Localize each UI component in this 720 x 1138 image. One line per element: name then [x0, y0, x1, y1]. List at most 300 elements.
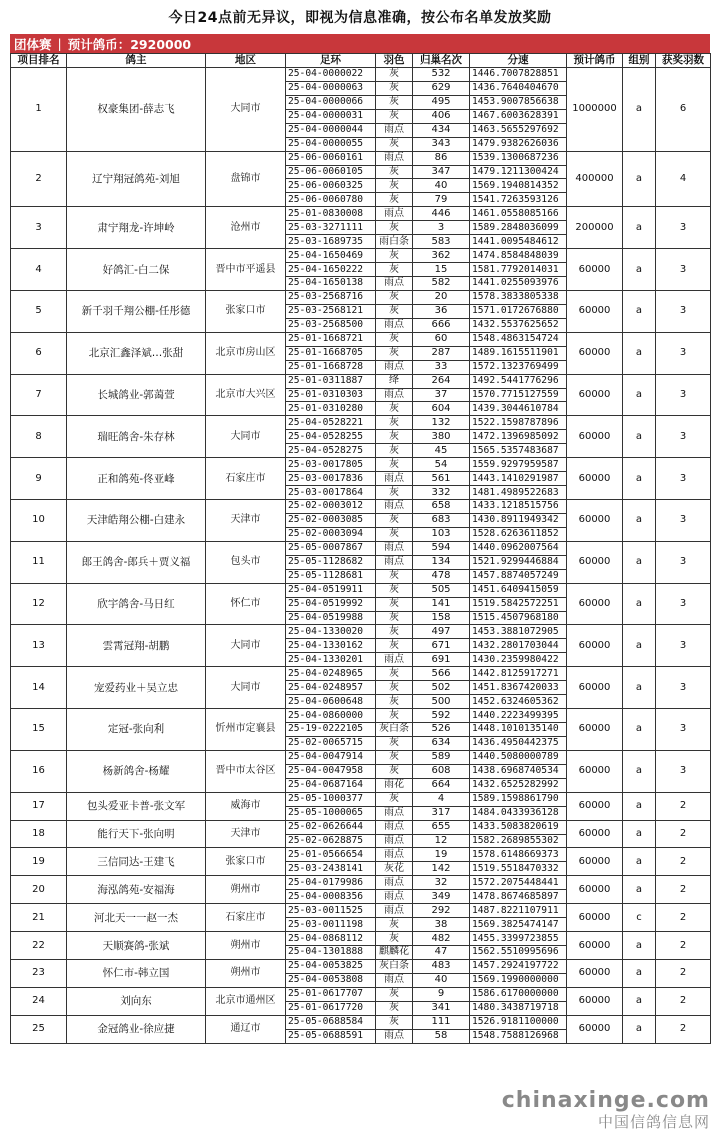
bird-color: 灰: [376, 109, 413, 123]
bird-ring: 25-19-0222105: [286, 723, 376, 737]
bird-ring: 25-03-2568121: [286, 304, 376, 318]
team-rank: 12: [11, 583, 67, 625]
team-owner: 金冠鸽业-徐应捷: [67, 1015, 206, 1043]
header-ring: 足环: [286, 54, 376, 68]
table-row: [11, 332, 711, 346]
table-row: [11, 848, 711, 862]
team-owner: 雲霄冠翔-胡鹏: [67, 625, 206, 667]
team-group: a: [623, 625, 656, 667]
bird-color: 灰: [376, 667, 413, 681]
bird-speed: 1571.0172676880: [470, 304, 567, 318]
table-row: [11, 500, 711, 514]
bird-ring: 25-04-0860000: [286, 709, 376, 723]
table-row: [11, 67, 711, 81]
team-owner: 宠爱药业＋吴立忠: [67, 667, 206, 709]
bird-place: 19: [413, 848, 470, 862]
team-group: c: [623, 904, 656, 932]
table-row: [11, 876, 711, 890]
team-region: 天津市: [206, 820, 286, 848]
bird-speed: 1441.0255093976: [470, 277, 567, 291]
bird-color: 灰: [376, 95, 413, 109]
bird-place: 582: [413, 277, 470, 291]
team-count: 2: [656, 1015, 711, 1043]
bird-ring: 25-04-1650469: [286, 249, 376, 263]
bird-ring: 25-01-0310280: [286, 402, 376, 416]
bird-place: 158: [413, 611, 470, 625]
bird-speed: 1515.4507968180: [470, 611, 567, 625]
bird-place: 658: [413, 500, 470, 514]
bird-ring: 25-04-0519988: [286, 611, 376, 625]
team-region: 张家口市: [206, 290, 286, 332]
bird-place: 583: [413, 235, 470, 249]
banner-label: 团体赛: [14, 36, 52, 52]
bird-speed: 1457.8874057249: [470, 569, 567, 583]
bird-speed: 1578.6148669373: [470, 848, 567, 862]
bird-color: 灰: [376, 736, 413, 750]
bird-speed: 1461.0558085166: [470, 207, 567, 221]
bird-color: 灰: [376, 430, 413, 444]
team-rank: 23: [11, 959, 67, 987]
bird-ring: 25-05-0688591: [286, 1029, 376, 1043]
team-owner: 肃宁翔龙-许坤岭: [67, 207, 206, 249]
team-rank: 10: [11, 500, 67, 542]
header-owner: 鸽主: [67, 54, 206, 68]
bird-color: 灰: [376, 918, 413, 932]
bird-ring: 25-03-3271111: [286, 221, 376, 235]
team-rank: 1: [11, 67, 67, 151]
team-count: 3: [656, 625, 711, 667]
bird-place: 532: [413, 67, 470, 81]
header-region: 地区: [206, 54, 286, 68]
header-group: 组别: [623, 54, 656, 68]
team-region: 威海市: [206, 792, 286, 820]
table-row: [11, 987, 711, 1001]
bird-ring: 25-02-0065715: [286, 736, 376, 750]
team-coins: 60000: [567, 987, 623, 1015]
team-coins: 60000: [567, 848, 623, 876]
bird-ring: 25-04-0528275: [286, 444, 376, 458]
team-count: 3: [656, 374, 711, 416]
team-group: a: [623, 820, 656, 848]
team-group: a: [623, 987, 656, 1015]
team-owner: 海泓鸽苑-安福海: [67, 876, 206, 904]
bird-place: 33: [413, 360, 470, 374]
bird-speed: 1481.4989522683: [470, 486, 567, 500]
bird-ring: 25-01-1668705: [286, 346, 376, 360]
bird-color: 灰: [376, 611, 413, 625]
team-region: 北京市房山区: [206, 332, 286, 374]
team-rank: 3: [11, 207, 67, 249]
bird-color: 灰: [376, 527, 413, 541]
bird-place: 380: [413, 430, 470, 444]
bird-color: 雨点: [376, 318, 413, 332]
bird-ring: 25-01-1668728: [286, 360, 376, 374]
bird-color: 灰白条: [376, 959, 413, 973]
team-coins: 400000: [567, 151, 623, 207]
bird-speed: 1432.5537625652: [470, 318, 567, 332]
bird-speed: 1562.5510995696: [470, 946, 567, 960]
team-count: 3: [656, 249, 711, 291]
team-region: 朔州市: [206, 876, 286, 904]
bird-speed: 1492.5441776296: [470, 374, 567, 388]
team-owner: 好鸽汇-白二保: [67, 249, 206, 291]
bird-place: 40: [413, 179, 470, 193]
team-owner: 瑞旺鸽舍-朱存林: [67, 416, 206, 458]
team-region: 大同市: [206, 625, 286, 667]
team-coins: 60000: [567, 625, 623, 667]
table-row: [11, 458, 711, 472]
bird-ring: 25-03-2568500: [286, 318, 376, 332]
bird-speed: 1453.9007856638: [470, 95, 567, 109]
team-rank: 8: [11, 416, 67, 458]
bird-color: 灰: [376, 221, 413, 235]
bird-speed: 1472.1396985092: [470, 430, 567, 444]
bird-place: 608: [413, 764, 470, 778]
bird-ring: 25-03-0017864: [286, 486, 376, 500]
bird-place: 434: [413, 123, 470, 137]
team-owner: 杨新鸽舍-杨耀: [67, 750, 206, 792]
bird-color: 雨点: [376, 360, 413, 374]
bird-color: 雨点: [376, 890, 413, 904]
bird-color: 雨点: [376, 876, 413, 890]
bird-color: 绛: [376, 374, 413, 388]
team-count: 2: [656, 848, 711, 876]
banner-total: 预计鸽币：2920000: [67, 36, 192, 52]
bird-place: 629: [413, 81, 470, 95]
bird-ring: 25-04-0179986: [286, 876, 376, 890]
team-region: 石家庄市: [206, 904, 286, 932]
table-row: [11, 416, 711, 430]
bird-place: 482: [413, 932, 470, 946]
bird-place: 341: [413, 1001, 470, 1015]
bird-color: 灰: [376, 486, 413, 500]
team-region: 北京市大兴区: [206, 374, 286, 416]
bird-place: 343: [413, 137, 470, 151]
bird-speed: 1548.4863154724: [470, 332, 567, 346]
team-coins: 60000: [567, 876, 623, 904]
bird-speed: 1479.1211300424: [470, 165, 567, 179]
bird-place: 142: [413, 862, 470, 876]
team-region: 大同市: [206, 416, 286, 458]
team-coins: 60000: [567, 820, 623, 848]
bird-color: 灰: [376, 346, 413, 360]
team-group: a: [623, 290, 656, 332]
team-count: 2: [656, 792, 711, 820]
team-coins: 60000: [567, 583, 623, 625]
bird-color: 雨点: [376, 834, 413, 848]
bird-ring: 25-04-0528255: [286, 430, 376, 444]
team-rank: 11: [11, 541, 67, 583]
bird-ring: 25-06-0060161: [286, 151, 376, 165]
team-group: a: [623, 458, 656, 500]
team-rank: 19: [11, 848, 67, 876]
bird-color: 灰: [376, 67, 413, 81]
bird-ring: 25-01-0617720: [286, 1001, 376, 1015]
table-row: [11, 820, 711, 834]
team-count: 2: [656, 959, 711, 987]
bird-ring: 25-04-0000031: [286, 109, 376, 123]
bird-speed: 1440.5080000789: [470, 750, 567, 764]
bird-color: 灰: [376, 1015, 413, 1029]
bird-color: 灰: [376, 81, 413, 95]
bird-place: 406: [413, 109, 470, 123]
bird-color: 灰花: [376, 862, 413, 876]
team-rank: 2: [11, 151, 67, 207]
team-race-banner: [10, 34, 710, 53]
team-coins: 60000: [567, 904, 623, 932]
bird-place: 691: [413, 653, 470, 667]
team-coins: 60000: [567, 249, 623, 291]
team-rank: 17: [11, 792, 67, 820]
bird-ring: 25-03-0011198: [286, 918, 376, 932]
bird-place: 9: [413, 987, 470, 1001]
team-group: a: [623, 151, 656, 207]
notice-banner: 今日24点前无异议，即视为信息准确，按公布名单发放奖励: [168, 10, 552, 26]
table-row: [11, 792, 711, 806]
bird-place: 594: [413, 541, 470, 555]
bird-color: 灰: [376, 290, 413, 304]
bird-place: 495: [413, 95, 470, 109]
bird-place: 54: [413, 458, 470, 472]
team-coins: 60000: [567, 541, 623, 583]
team-region: 沧州市: [206, 207, 286, 249]
team-owner: 天津皓翔公棚-白建永: [67, 500, 206, 542]
bird-ring: 25-04-1301888: [286, 946, 376, 960]
team-group: a: [623, 959, 656, 987]
team-group: a: [623, 583, 656, 625]
bird-ring: 25-04-1330020: [286, 625, 376, 639]
bird-color: 雨点: [376, 1029, 413, 1043]
bird-ring: 25-01-0617707: [286, 987, 376, 1001]
bird-ring: 25-04-0047914: [286, 750, 376, 764]
bird-speed: 1436.4950442375: [470, 736, 567, 750]
bird-speed: 1559.9297959587: [470, 458, 567, 472]
bird-color: 灰: [376, 681, 413, 695]
team-owner: 刘向东: [67, 987, 206, 1015]
bird-color: 雨点: [376, 207, 413, 221]
team-rank: 14: [11, 667, 67, 709]
bird-speed: 1433.5083820619: [470, 820, 567, 834]
team-count: 3: [656, 750, 711, 792]
bird-speed: 1455.3399723855: [470, 932, 567, 946]
team-group: a: [623, 249, 656, 291]
bird-color: 麒麟花: [376, 946, 413, 960]
header-rank: 项目排名: [11, 54, 67, 68]
bird-speed: 1570.7715127559: [470, 388, 567, 402]
team-coins: 60000: [567, 290, 623, 332]
bird-color: 雨点: [376, 848, 413, 862]
team-rank: 5: [11, 290, 67, 332]
table-row: [11, 667, 711, 681]
bird-speed: 1452.6324605362: [470, 695, 567, 709]
bird-speed: 1478.8674685897: [470, 890, 567, 904]
bird-speed: 1479.9382626036: [470, 137, 567, 151]
bird-place: 666: [413, 318, 470, 332]
bird-speed: 1438.6968740534: [470, 764, 567, 778]
bird-ring: 25-04-0528221: [286, 416, 376, 430]
bird-ring: 25-06-0060325: [286, 179, 376, 193]
bird-color: 雨点: [376, 123, 413, 137]
bird-ring: 25-03-0017836: [286, 472, 376, 486]
bird-ring: 25-01-0830008: [286, 207, 376, 221]
bird-color: 雨点: [376, 820, 413, 834]
team-rank: 18: [11, 820, 67, 848]
team-count: 6: [656, 67, 711, 151]
team-region: 忻州市定襄县: [206, 709, 286, 751]
team-count: 3: [656, 667, 711, 709]
bird-speed: 1467.6003628391: [470, 109, 567, 123]
team-region: 朔州市: [206, 932, 286, 960]
team-count: 3: [656, 416, 711, 458]
bird-speed: 1474.8584848039: [470, 249, 567, 263]
team-group: a: [623, 709, 656, 751]
team-coins: 60000: [567, 709, 623, 751]
bird-speed: 1451.6409415059: [470, 583, 567, 597]
bird-place: 604: [413, 402, 470, 416]
bird-speed: 1548.7588126968: [470, 1029, 567, 1043]
bird-color: 雨点: [376, 541, 413, 555]
bird-color: 雨点: [376, 973, 413, 987]
team-coins: 60000: [567, 667, 623, 709]
bird-ring: 25-04-0047958: [286, 764, 376, 778]
bird-color: 雨点: [376, 277, 413, 291]
team-group: a: [623, 876, 656, 904]
team-rank: 9: [11, 458, 67, 500]
team-coins: 60000: [567, 458, 623, 500]
bird-speed: 1448.1010135140: [470, 723, 567, 737]
bird-ring: 25-04-0000055: [286, 137, 376, 151]
team-coins: 60000: [567, 332, 623, 374]
table-row: [11, 541, 711, 555]
bird-ring: 25-03-1689735: [286, 235, 376, 249]
bird-place: 526: [413, 723, 470, 737]
bird-speed: 1432.6525282992: [470, 778, 567, 792]
team-group: a: [623, 750, 656, 792]
team-owner: 能行天下-张向明: [67, 820, 206, 848]
bird-ring: 25-04-0687164: [286, 778, 376, 792]
bird-place: 347: [413, 165, 470, 179]
team-owner: 权豪集团-薛志飞: [67, 67, 206, 151]
team-group: a: [623, 67, 656, 151]
bird-ring: 25-04-1330162: [286, 639, 376, 653]
bird-speed: 1572.1323769499: [470, 360, 567, 374]
bird-color: 雨白条: [376, 235, 413, 249]
bird-color: 灰: [376, 402, 413, 416]
bird-place: 37: [413, 388, 470, 402]
team-coins: 60000: [567, 374, 623, 416]
team-group: a: [623, 848, 656, 876]
bird-color: 灰: [376, 179, 413, 193]
team-group: a: [623, 374, 656, 416]
table-row: [11, 374, 711, 388]
team-group: a: [623, 416, 656, 458]
bird-color: 灰: [376, 639, 413, 653]
team-owner: 正和鸽苑-佟亚峰: [67, 458, 206, 500]
bird-speed: 1446.7007828851: [470, 67, 567, 81]
bird-color: 灰: [376, 750, 413, 764]
team-count: 2: [656, 932, 711, 960]
team-region: 天津市: [206, 500, 286, 542]
bird-ring: 25-06-0060780: [286, 193, 376, 207]
bird-speed: 1581.7792014031: [470, 263, 567, 277]
bird-place: 664: [413, 778, 470, 792]
bird-speed: 1430.8911949342: [470, 513, 567, 527]
team-owner: 辽宁翔冠鸽苑-刘旭: [67, 151, 206, 207]
team-count: 3: [656, 541, 711, 583]
bird-ring: 25-04-0053825: [286, 959, 376, 973]
bird-ring: 25-04-0248957: [286, 681, 376, 695]
bird-color: 灰: [376, 597, 413, 611]
bird-ring: 25-04-0248965: [286, 667, 376, 681]
bird-speed: 1436.7640404670: [470, 81, 567, 95]
bird-speed: 1442.8125917271: [470, 667, 567, 681]
bird-speed: 1433.1218515756: [470, 500, 567, 514]
bird-color: 灰: [376, 764, 413, 778]
bird-ring: 25-02-0003012: [286, 500, 376, 514]
team-region: 大同市: [206, 667, 286, 709]
bird-ring: 25-04-0000066: [286, 95, 376, 109]
bird-place: 47: [413, 946, 470, 960]
bird-ring: 25-04-1650138: [286, 277, 376, 291]
bird-color: 灰: [376, 304, 413, 318]
bird-ring: 25-01-0311887: [286, 374, 376, 388]
bird-ring: 25-04-0519911: [286, 583, 376, 597]
bird-place: 103: [413, 527, 470, 541]
team-region: 朔州市: [206, 959, 286, 987]
bird-place: 32: [413, 876, 470, 890]
bird-ring: 25-02-0626644: [286, 820, 376, 834]
team-group: a: [623, 792, 656, 820]
bird-color: 灰: [376, 263, 413, 277]
bird-place: 111: [413, 1015, 470, 1029]
team-count: 2: [656, 904, 711, 932]
team-coins: 60000: [567, 416, 623, 458]
team-group: a: [623, 541, 656, 583]
team-count: 3: [656, 583, 711, 625]
team-count: 3: [656, 458, 711, 500]
bird-speed: 1582.2689855302: [470, 834, 567, 848]
bird-speed: 1457.2924197722: [470, 959, 567, 973]
bird-place: 3: [413, 221, 470, 235]
team-region: 张家口市: [206, 848, 286, 876]
team-region: 晋中市太谷区: [206, 750, 286, 792]
bird-speed: 1565.5357483687: [470, 444, 567, 458]
bird-speed: 1521.9299446884: [470, 555, 567, 569]
bird-speed: 1439.3044610784: [470, 402, 567, 416]
bird-color: 灰: [376, 249, 413, 263]
bird-place: 264: [413, 374, 470, 388]
table-row: [11, 1015, 711, 1029]
table-row: [11, 959, 711, 973]
team-group: a: [623, 500, 656, 542]
header-place: 归巢名次: [413, 54, 470, 68]
team-owner: 北京汇鑫泽斌…张甜: [67, 332, 206, 374]
bird-ring: 25-02-0628875: [286, 834, 376, 848]
bird-speed: 1463.5655297692: [470, 123, 567, 137]
team-owner: 怀仁市-韩立国: [67, 959, 206, 987]
bird-color: 灰: [376, 137, 413, 151]
bird-place: 332: [413, 486, 470, 500]
bird-ring: 25-04-0000022: [286, 67, 376, 81]
header-count: 获奖羽数: [656, 54, 711, 68]
team-coins: 60000: [567, 792, 623, 820]
bird-speed: 1586.6170000000: [470, 987, 567, 1001]
table-row: [11, 625, 711, 639]
bird-speed: 1489.1615511901: [470, 346, 567, 360]
table-row: [11, 750, 711, 764]
bird-color: 灰: [376, 709, 413, 723]
bird-ring: 25-05-0007867: [286, 541, 376, 555]
